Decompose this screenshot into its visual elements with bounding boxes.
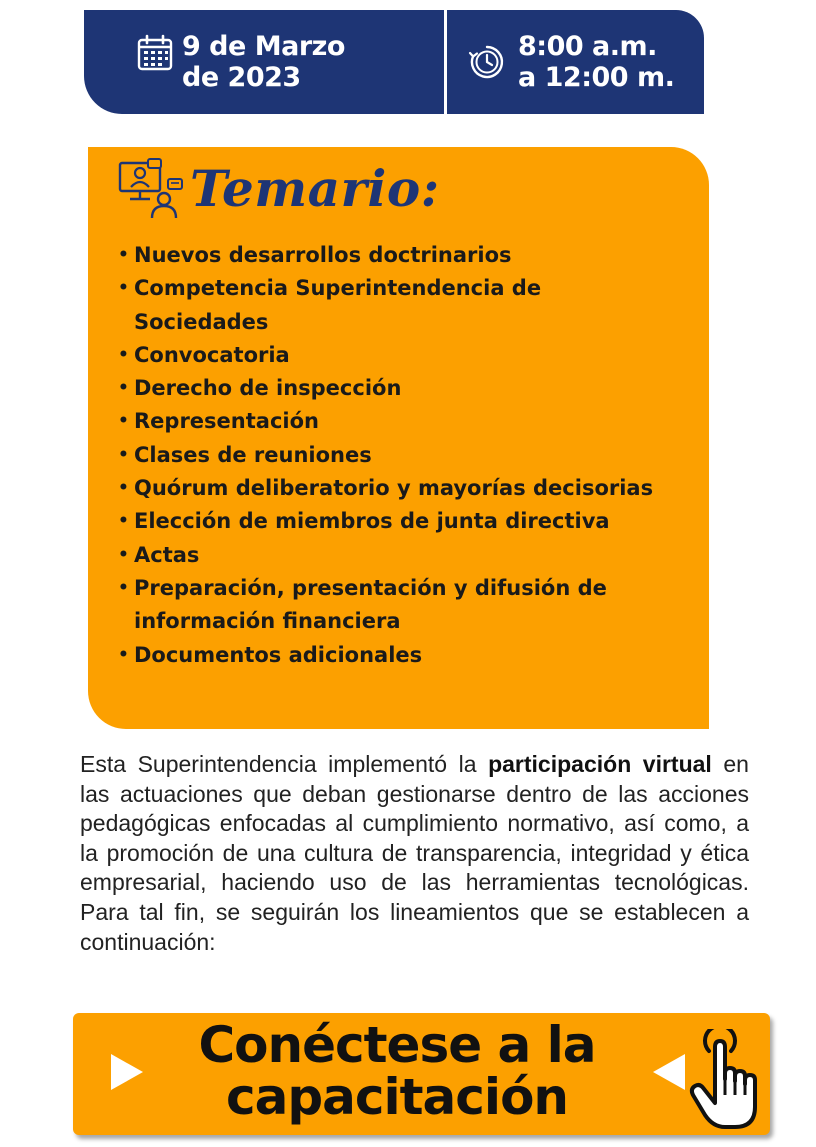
topic-item: • Representación [118, 405, 669, 438]
play-right-icon [111, 1054, 143, 1090]
calendar-icon [136, 34, 174, 72]
temario-title: Temario: [190, 158, 440, 218]
paragraph-body: en las actuaciones que deban gestionarse dentro de las acciones pedagógicas enfocadas al cumplimiento normativo, así como, a la promoción de una cultura de transparencia, integridad y ética empresarial, haciendo uso de las herramientas tecnológicas. Para tal fin, se seguirán los lineamientos que se establecen a continuación: [80, 751, 749, 955]
paragraph-emphasis: participación virtual [488, 751, 712, 777]
event-schedule-banner [84, 10, 704, 114]
event-date-line2: de 2023 [182, 62, 301, 93]
topic-item: • Actas [118, 539, 669, 572]
topic-item: • Elección de miembros de junta directiva [118, 505, 669, 538]
connect-to-training-button[interactable] [73, 1013, 770, 1135]
virtual-meeting-icon [118, 157, 184, 219]
topic-item: • Clases de reuniones [118, 439, 669, 472]
cta-label-line1: Conéctese a la [198, 1016, 596, 1074]
banner-divider [444, 10, 447, 114]
topic-item: • Documentos adicionales [118, 639, 669, 672]
temario-header [118, 157, 440, 219]
event-time [468, 10, 674, 114]
topic-item: • Competencia Superintendencia de Sociedades [118, 272, 669, 339]
event-time-line1: 8:00 a.m. [518, 31, 657, 62]
cta-label [157, 1016, 637, 1126]
clock-icon [468, 43, 506, 81]
cta-label-line2: capacitación [225, 1068, 569, 1126]
topic-item: • Convocatoria [118, 339, 669, 372]
event-date [136, 10, 345, 114]
info-paragraph [80, 750, 749, 957]
topics-list [118, 239, 669, 672]
topic-item: • Nuevos desarrollos doctrinarios [118, 239, 669, 272]
topic-item: • Preparación, presentación y difusión de información financiera [118, 572, 669, 639]
topic-item: • Derecho de inspección [118, 372, 669, 405]
event-date-line1: 9 de Marzo [182, 31, 345, 62]
event-time-line2: a 12:00 m. [518, 62, 675, 93]
topic-item: • Quórum deliberatorio y mayorías decisorias [118, 472, 669, 505]
play-left-icon [653, 1054, 685, 1090]
pointer-hand-icon [685, 1029, 765, 1133]
temario-panel [88, 147, 709, 729]
paragraph-intro: Esta Superintendencia implementó la [80, 751, 489, 777]
